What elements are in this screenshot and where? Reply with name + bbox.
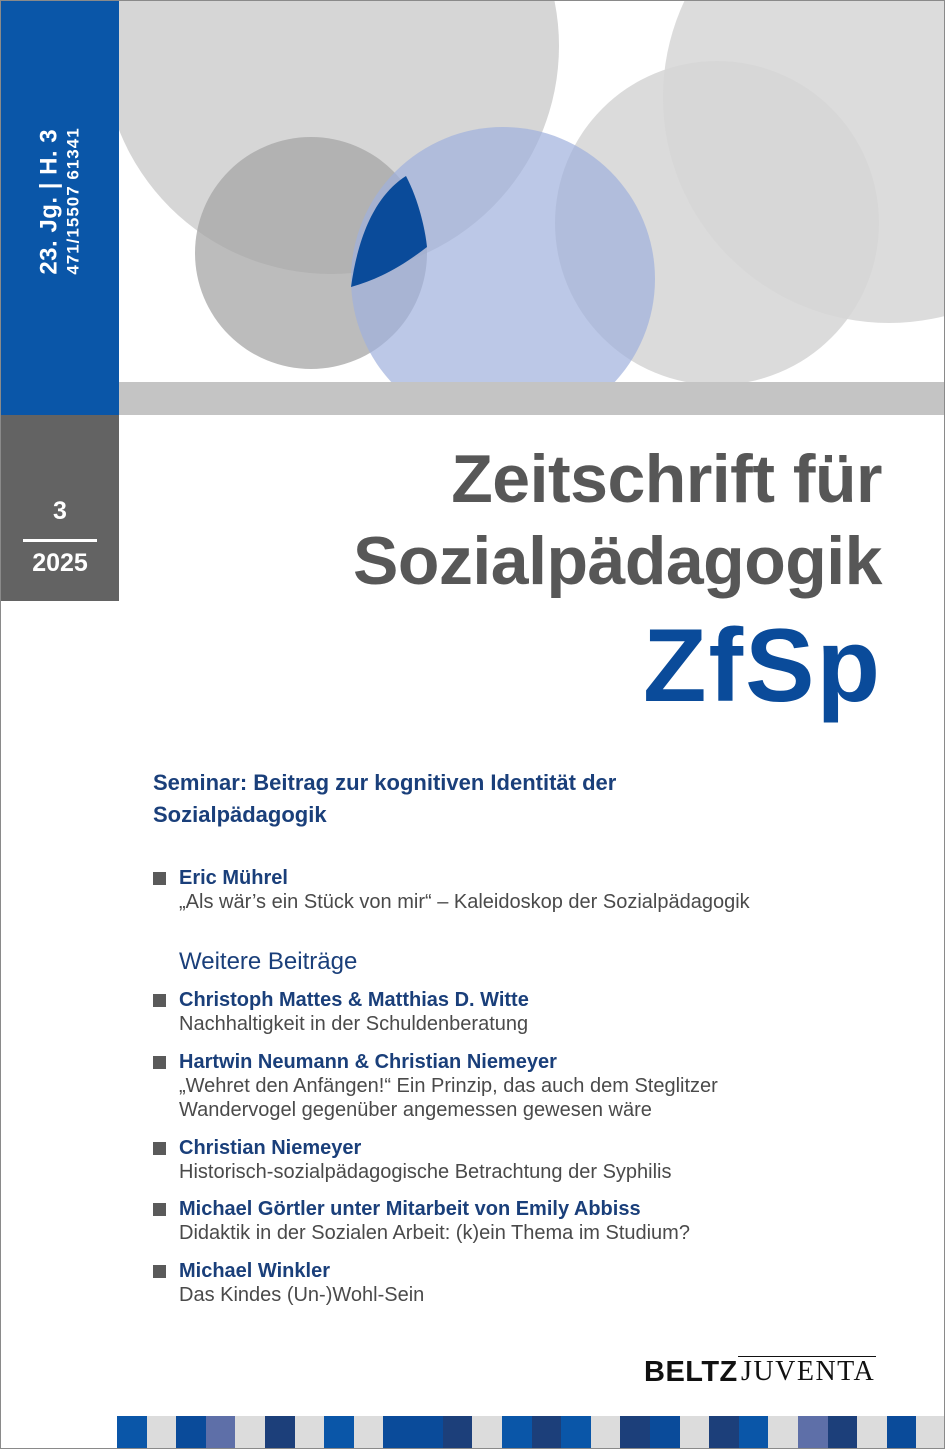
stripe-segment xyxy=(709,1416,739,1449)
article-title: „Als wär’s ein Stück von mir“ – Kaleidoskop der Sozialpädagogik xyxy=(179,891,750,913)
stripe-segment xyxy=(591,1416,621,1449)
gray-divider-bar xyxy=(119,382,945,415)
section-heading-weitere: Weitere Beiträge xyxy=(179,948,358,975)
article-title: Historisch-sozialpädagogische Betrachtung der Syphilis xyxy=(179,1161,672,1183)
stripe-segment xyxy=(502,1416,532,1449)
bullet-square-icon xyxy=(153,1142,166,1155)
stripe-segment xyxy=(561,1416,591,1449)
article-entry xyxy=(153,866,750,914)
stripe-segment xyxy=(265,1416,295,1449)
stripe-segment xyxy=(383,1416,413,1449)
volume-issue-label: 23. Jg. | H. 3 xyxy=(35,128,63,275)
article-entry xyxy=(153,988,529,1036)
stripe-segment xyxy=(413,1416,443,1449)
stripe-segment xyxy=(887,1416,917,1449)
publisher-name-beltz: BELTZ xyxy=(644,1356,738,1388)
bullet-square-icon xyxy=(153,1265,166,1278)
stripe-segment xyxy=(620,1416,650,1449)
stripe-segment xyxy=(532,1416,562,1449)
stripe-segment xyxy=(739,1416,769,1449)
stripe-segment xyxy=(828,1416,858,1449)
journal-title-line-2: Sozialpädagogik xyxy=(352,523,882,599)
issue-box xyxy=(1,415,119,601)
stripe-segment xyxy=(295,1416,325,1449)
stripe-segment xyxy=(916,1416,945,1449)
article-title-line-1: „Wehret den Anfängen!“ Ein Prinzip, das auch dem Steglitzer xyxy=(179,1075,718,1097)
spine-text xyxy=(35,127,82,274)
journal-title xyxy=(353,438,882,602)
journal-title-line-1: Zeitschrift für xyxy=(451,441,882,517)
article-author: Christoph Mattes & Matthias D. Witte xyxy=(179,989,529,1011)
article-entry xyxy=(153,1197,690,1245)
stripe-segment xyxy=(354,1416,384,1449)
stripe-segment xyxy=(857,1416,887,1449)
stripe-segment xyxy=(443,1416,473,1449)
stripe-segment xyxy=(798,1416,828,1449)
issue-number: 3 xyxy=(53,497,67,525)
issue-divider xyxy=(23,539,97,542)
bullet-square-icon xyxy=(153,1203,166,1216)
stripe-segment xyxy=(176,1416,206,1449)
stripe-segment xyxy=(206,1416,236,1449)
article-author: Hartwin Neumann & Christian Niemeyer xyxy=(179,1051,557,1073)
issue-year: 2025 xyxy=(32,549,88,577)
article-entry xyxy=(153,1136,671,1184)
publisher-logo xyxy=(644,1356,876,1388)
stripe-segment xyxy=(117,1416,147,1449)
article-author: Michael Görtler unter Mitarbeit von Emily Abbiss xyxy=(179,1198,641,1220)
bullet-square-icon xyxy=(153,994,166,1007)
stripe-segment xyxy=(147,1416,177,1449)
stripe-segment xyxy=(235,1416,265,1449)
article-title-line-2: Wandervogel gegenüber angemessen gewesen wäre xyxy=(179,1099,652,1121)
article-entry xyxy=(153,1259,424,1307)
article-author: Eric Mührel xyxy=(179,867,288,889)
publisher-name-juventa: JUVENTA xyxy=(741,1356,876,1387)
article-author: Michael Winkler xyxy=(179,1260,330,1282)
stripe-segment xyxy=(324,1416,354,1449)
article-title: Nachhaltigkeit in der Schuldenberatung xyxy=(179,1013,529,1035)
article-author: Christian Niemeyer xyxy=(179,1137,362,1159)
article-title: Das Kindes (Un-)Wohl-Sein xyxy=(179,1284,425,1306)
stripe-segment xyxy=(768,1416,798,1449)
stripe-segment xyxy=(680,1416,710,1449)
bullet-square-icon xyxy=(153,872,166,885)
article-entry xyxy=(153,1050,718,1122)
bottom-color-stripe xyxy=(117,1416,945,1449)
journal-codes: 471/15507 61341 xyxy=(63,127,83,275)
stripe-segment xyxy=(650,1416,680,1449)
cover-circles-artwork xyxy=(1,1,945,382)
journal-acronym: ZfSp xyxy=(642,608,882,724)
seminar-heading: Seminar: Beitrag zur kognitiven Identität der Sozialpädagogik xyxy=(153,770,617,827)
stripe-segment xyxy=(472,1416,502,1449)
article-title: Didaktik in der Sozialen Arbeit: (k)ein Thema im Studium? xyxy=(179,1222,690,1244)
bullet-square-icon xyxy=(153,1056,166,1069)
spine-band xyxy=(1,1,119,415)
